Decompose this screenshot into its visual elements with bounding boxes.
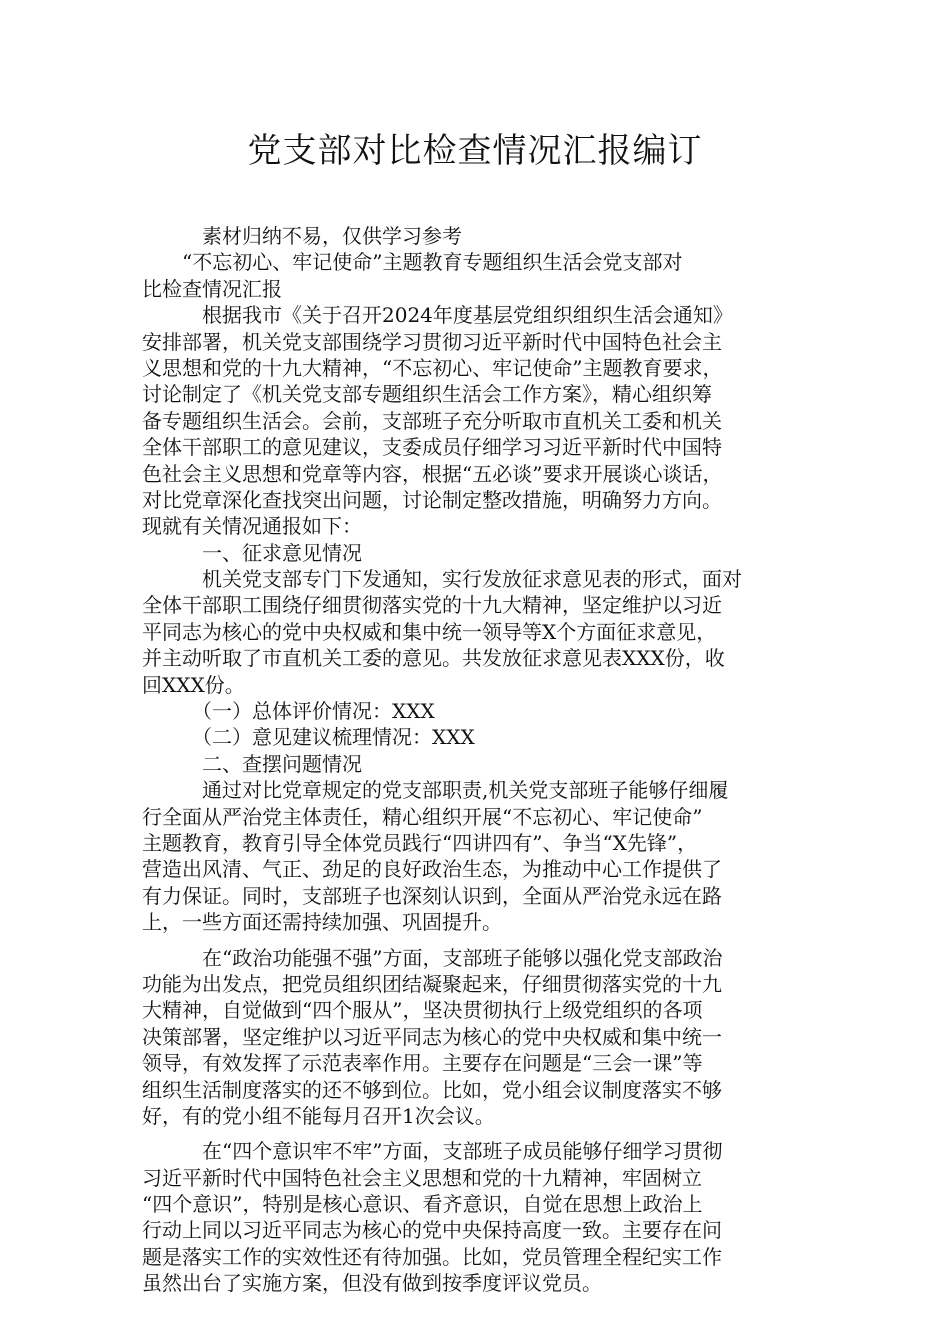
body-line: 通过对比党章规定的党支部职责,机关党支部班子能够仔细履 xyxy=(142,778,729,803)
body-line: 在“四个意识牢不牢”方面，支部班子成员能够仔细学习贯彻 xyxy=(142,1139,723,1164)
body-line: 领导，有效发挥了示范表率作用。主要存在问题是“三会一课”等 xyxy=(142,1051,703,1076)
section-heading: 一、征求意见情况 xyxy=(142,540,362,565)
body-line: 上，一些方面还需持续加强、巩固提升。 xyxy=(142,910,502,935)
body-line: 全体干部职工围绕仔细贯彻落实党的十九大精神，坚定维护以习近 xyxy=(142,593,722,618)
body-line: 讨论制定了《机关党支部专题组织生活会工作方案》，精心组织筹 xyxy=(142,382,712,407)
body-line: 好，有的党小组不能每月召开1次会议。 xyxy=(142,1103,495,1128)
body-line: 安排部署，机关党支部围绕学习贯彻习近平新时代中国特色社会主 xyxy=(142,329,722,354)
paragraph-gap xyxy=(142,1129,810,1138)
body-line: 并主动听取了市直机关工委的意见。共发放征求意见表XXX份，收 xyxy=(142,646,725,671)
body-line: 现就有关情况通报如下： xyxy=(142,514,362,539)
subsection-heading: （二）意见建议梳理情况：XXX xyxy=(142,725,475,750)
body-line: 有力保证。同时，支部班子也深刻认识到，全面从严治党永远在路 xyxy=(142,883,722,908)
body-line: 备专题组织生活会。会前，支部班子充分听取市直机关工委和机关 xyxy=(142,408,722,433)
body-line: 根据我市《关于召开2024年度基层党组织组织生活会通知》 xyxy=(142,303,733,328)
body-line: 行动上同以习近平同志为核心的党中央保持高度一致。主要存在问 xyxy=(142,1218,722,1243)
body-line: 习近平新时代中国特色社会主义思想和党的十九精神，牢固树立 xyxy=(142,1165,702,1190)
body-line: 义思想和党的十九大精神，“不忘初心、牢记使命”主题教育要求， xyxy=(142,355,723,380)
body-line: 主题教育，教育引导全体党员践行“四讲四有”、争当“X先锋”， xyxy=(142,830,698,855)
body-line: 比检查情况汇报 xyxy=(142,276,282,301)
body-line: 大精神，自觉做到“四个服从”，坚决贯彻执行上级党组织的各项 xyxy=(142,998,703,1023)
body-line: 题是落实工作的实效性还有待加强。比如，党员管理全程纪实工作 xyxy=(142,1244,722,1269)
body-line: 回XXX份。 xyxy=(142,672,245,697)
body-line: 平同志为核心的党中央权威和集中统一领导等X个方面征求意见， xyxy=(142,619,717,644)
body-line: “四个意识”，特别是核心意识、看齐意识，自觉在思想上政治上 xyxy=(142,1192,703,1217)
body-line: 决策部署，坚定维护以习近平同志为核心的党中央权威和集中统一 xyxy=(142,1024,722,1049)
body-line: 对比党章深化查找突出问题，讨论制定整改措施，明确努力方向。 xyxy=(142,487,722,512)
body-line: 全体干部职工的意见建议，支委成员仔细学习习近平新时代中国特 xyxy=(142,435,722,460)
subsection-heading: （一）总体评价情况：XXX xyxy=(142,699,435,724)
body-line: 组织生活制度落实的还不够到位。比如，党小组会议制度落实不够 xyxy=(142,1077,722,1102)
document-body xyxy=(142,223,810,1297)
body-line: “不忘初心、牢记使命”主题教育专题组织生活会党支部对 xyxy=(142,250,683,275)
body-line: 机关党支部专门下发通知，实行发放征求意见表的形式，面对 xyxy=(142,567,742,592)
paragraph-gap xyxy=(142,936,810,945)
body-line: 营造出风清、气正、劲足的良好政治生态，为推动中心工作提供了 xyxy=(142,857,722,882)
body-line: 虽然出台了实施方案，但没有做到按季度评议党员。 xyxy=(142,1271,602,1296)
body-line: 素材归纳不易，仅供学习参考 xyxy=(142,224,462,248)
section-heading: 二、查摆问题情况 xyxy=(142,751,362,776)
body-line: 在“政治功能强不强”方面，支部班子能够以强化党支部政治 xyxy=(142,945,723,970)
document-title: 党支部对比检查情况汇报编订 xyxy=(247,131,703,171)
body-line: 行全面从严治党主体责任，精心组织开展“不忘初心、牢记使命” xyxy=(142,804,703,829)
body-line: 色社会主义思想和党章等内容，根据“五必谈”要求开展谈心谈话， xyxy=(142,461,723,486)
body-line: 功能为出发点，把党员组织团结凝聚起来，仔细贯彻落实党的十九 xyxy=(142,971,722,996)
